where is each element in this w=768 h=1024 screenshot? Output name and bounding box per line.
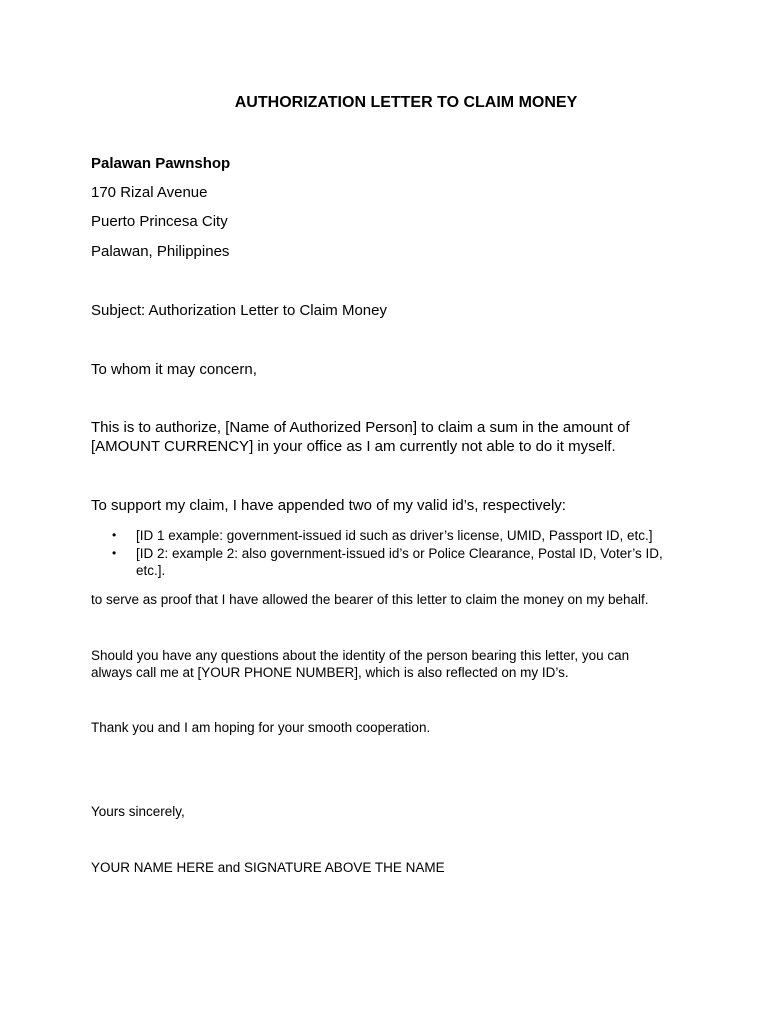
id-item-text: [ID 1 example: government-issued id such as driver’s license, UMID, Passport ID, etc.] [136, 528, 653, 543]
questions-line1: Should you have any questions about the identity of the person bearing this letter, you can [91, 648, 630, 663]
closing: Yours sincerely, [91, 804, 185, 819]
signature-line: YOUR NAME HERE and SIGNATURE ABOVE THE NAME [91, 860, 445, 875]
bullet-icon: • [112, 528, 117, 542]
id-list [112, 527, 692, 580]
salutation: To whom it may concern, [91, 361, 257, 378]
questions-line2: always call me at [YOUR PHONE NUMBER], which is also reflected on my ID’s. [91, 665, 569, 680]
document-title: AUTHORIZATION LETTER TO CLAIM MONEY [234, 94, 578, 111]
recipient-name: Palawan Pawnshop [91, 155, 231, 172]
list-item [112, 545, 692, 580]
thanks-line: Thank you and I am hoping for your smooth cooperation. [91, 720, 431, 735]
list-item [112, 527, 692, 545]
recipient-address-line2: Puerto Princesa City [91, 213, 228, 230]
recipient-address-line3: Palawan, Philippines [91, 243, 230, 260]
recipient-address-line1: 170 Rizal Avenue [91, 184, 208, 201]
authorization-paragraph-line2: [AMOUNT CURRENCY] in your office as I am currently not able to do it myself. [91, 438, 616, 455]
subject-line: Subject: Authorization Letter to Claim Money [91, 302, 387, 319]
id-item-text: [ID 2: example 2: also government-issued id’s or Police Clearance, Postal ID, Voter’s ID, etc.]. [136, 545, 663, 578]
proof-line: to serve as proof that I have allowed the bearer of this letter to claim the money on my behalf. [91, 592, 649, 607]
support-intro: To support my claim, I have appended two of my valid id’s, respectively: [91, 497, 566, 514]
authorization-paragraph-line1: This is to authorize, [Name of Authorized Person] to claim a sum in the amount of [91, 419, 630, 436]
bullet-icon: • [112, 545, 117, 560]
